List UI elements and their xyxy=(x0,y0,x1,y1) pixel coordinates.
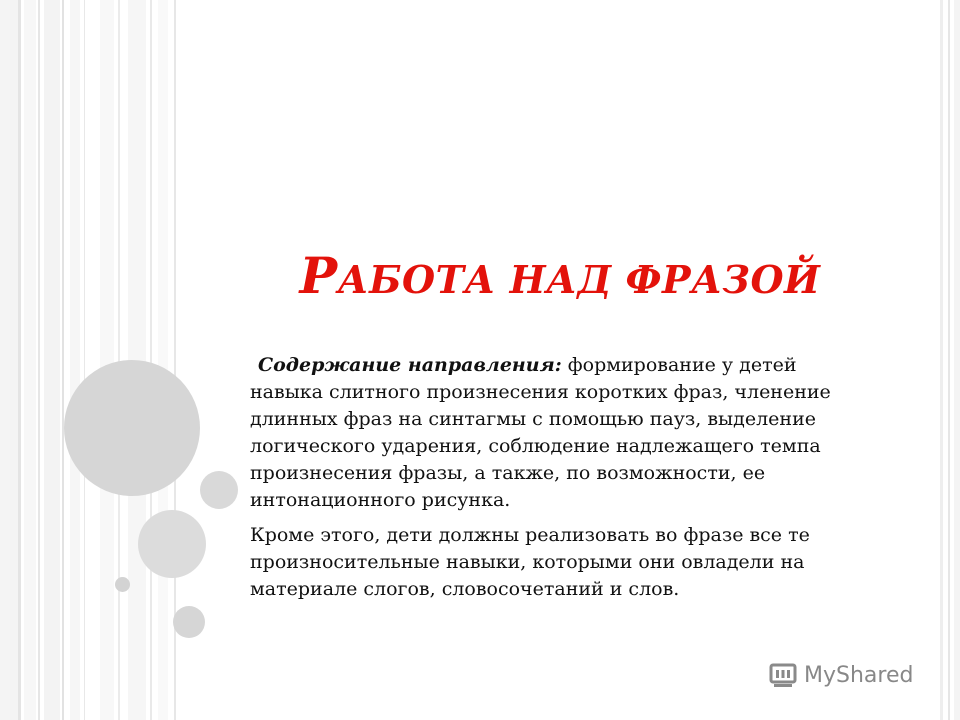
title-initial: Р xyxy=(299,246,338,305)
slide-body xyxy=(250,352,870,603)
decorative-circle-large xyxy=(64,360,200,496)
decorative-stripe xyxy=(18,0,21,720)
decorative-stripe xyxy=(150,0,152,720)
paragraph-1-text: формирование у детей навыка слитного произнесения коротких фраз, членение длинных фраз на синтагмы с помощью пауз, выделение логического ударения, соблюдение надлежащего темпа произнесения фразы, а также, по возможности, ее интонационного рисунка. xyxy=(250,354,831,511)
decorative-stripe xyxy=(44,0,60,720)
decorative-stripe xyxy=(70,0,80,720)
decorative-stripe xyxy=(84,0,85,720)
decorative-stripe xyxy=(948,0,950,720)
watermark-text: MyShared xyxy=(804,662,914,688)
paragraph-1 xyxy=(250,352,870,514)
decorative-stripe xyxy=(940,0,943,720)
paragraph-1-lead: Содержание направления: xyxy=(258,354,562,376)
paragraph-2: Кроме этого, дети должны реализовать во фразе все те произносительные навыки, которыми они овладели на материале слогов, словосочетаний и слов. xyxy=(250,524,810,600)
slide-title xyxy=(200,246,920,305)
decorative-stripe xyxy=(100,0,114,720)
decorative-stripe xyxy=(0,0,18,720)
watermark xyxy=(768,658,913,692)
decorative-stripe xyxy=(954,0,960,720)
decorative-circle-small xyxy=(173,606,205,638)
decorative-circle-small xyxy=(200,471,238,509)
myshared-logo-icon xyxy=(768,660,798,690)
decorative-stripe xyxy=(38,0,40,720)
title-rest: АБОТА НАД ФРАЗОЙ xyxy=(337,257,821,302)
decorative-stripe xyxy=(158,0,168,720)
decorative-stripe xyxy=(62,0,64,720)
decorative-circle-tiny xyxy=(115,577,130,592)
decorative-circle-medium xyxy=(138,510,206,578)
decorative-stripe xyxy=(24,0,36,720)
